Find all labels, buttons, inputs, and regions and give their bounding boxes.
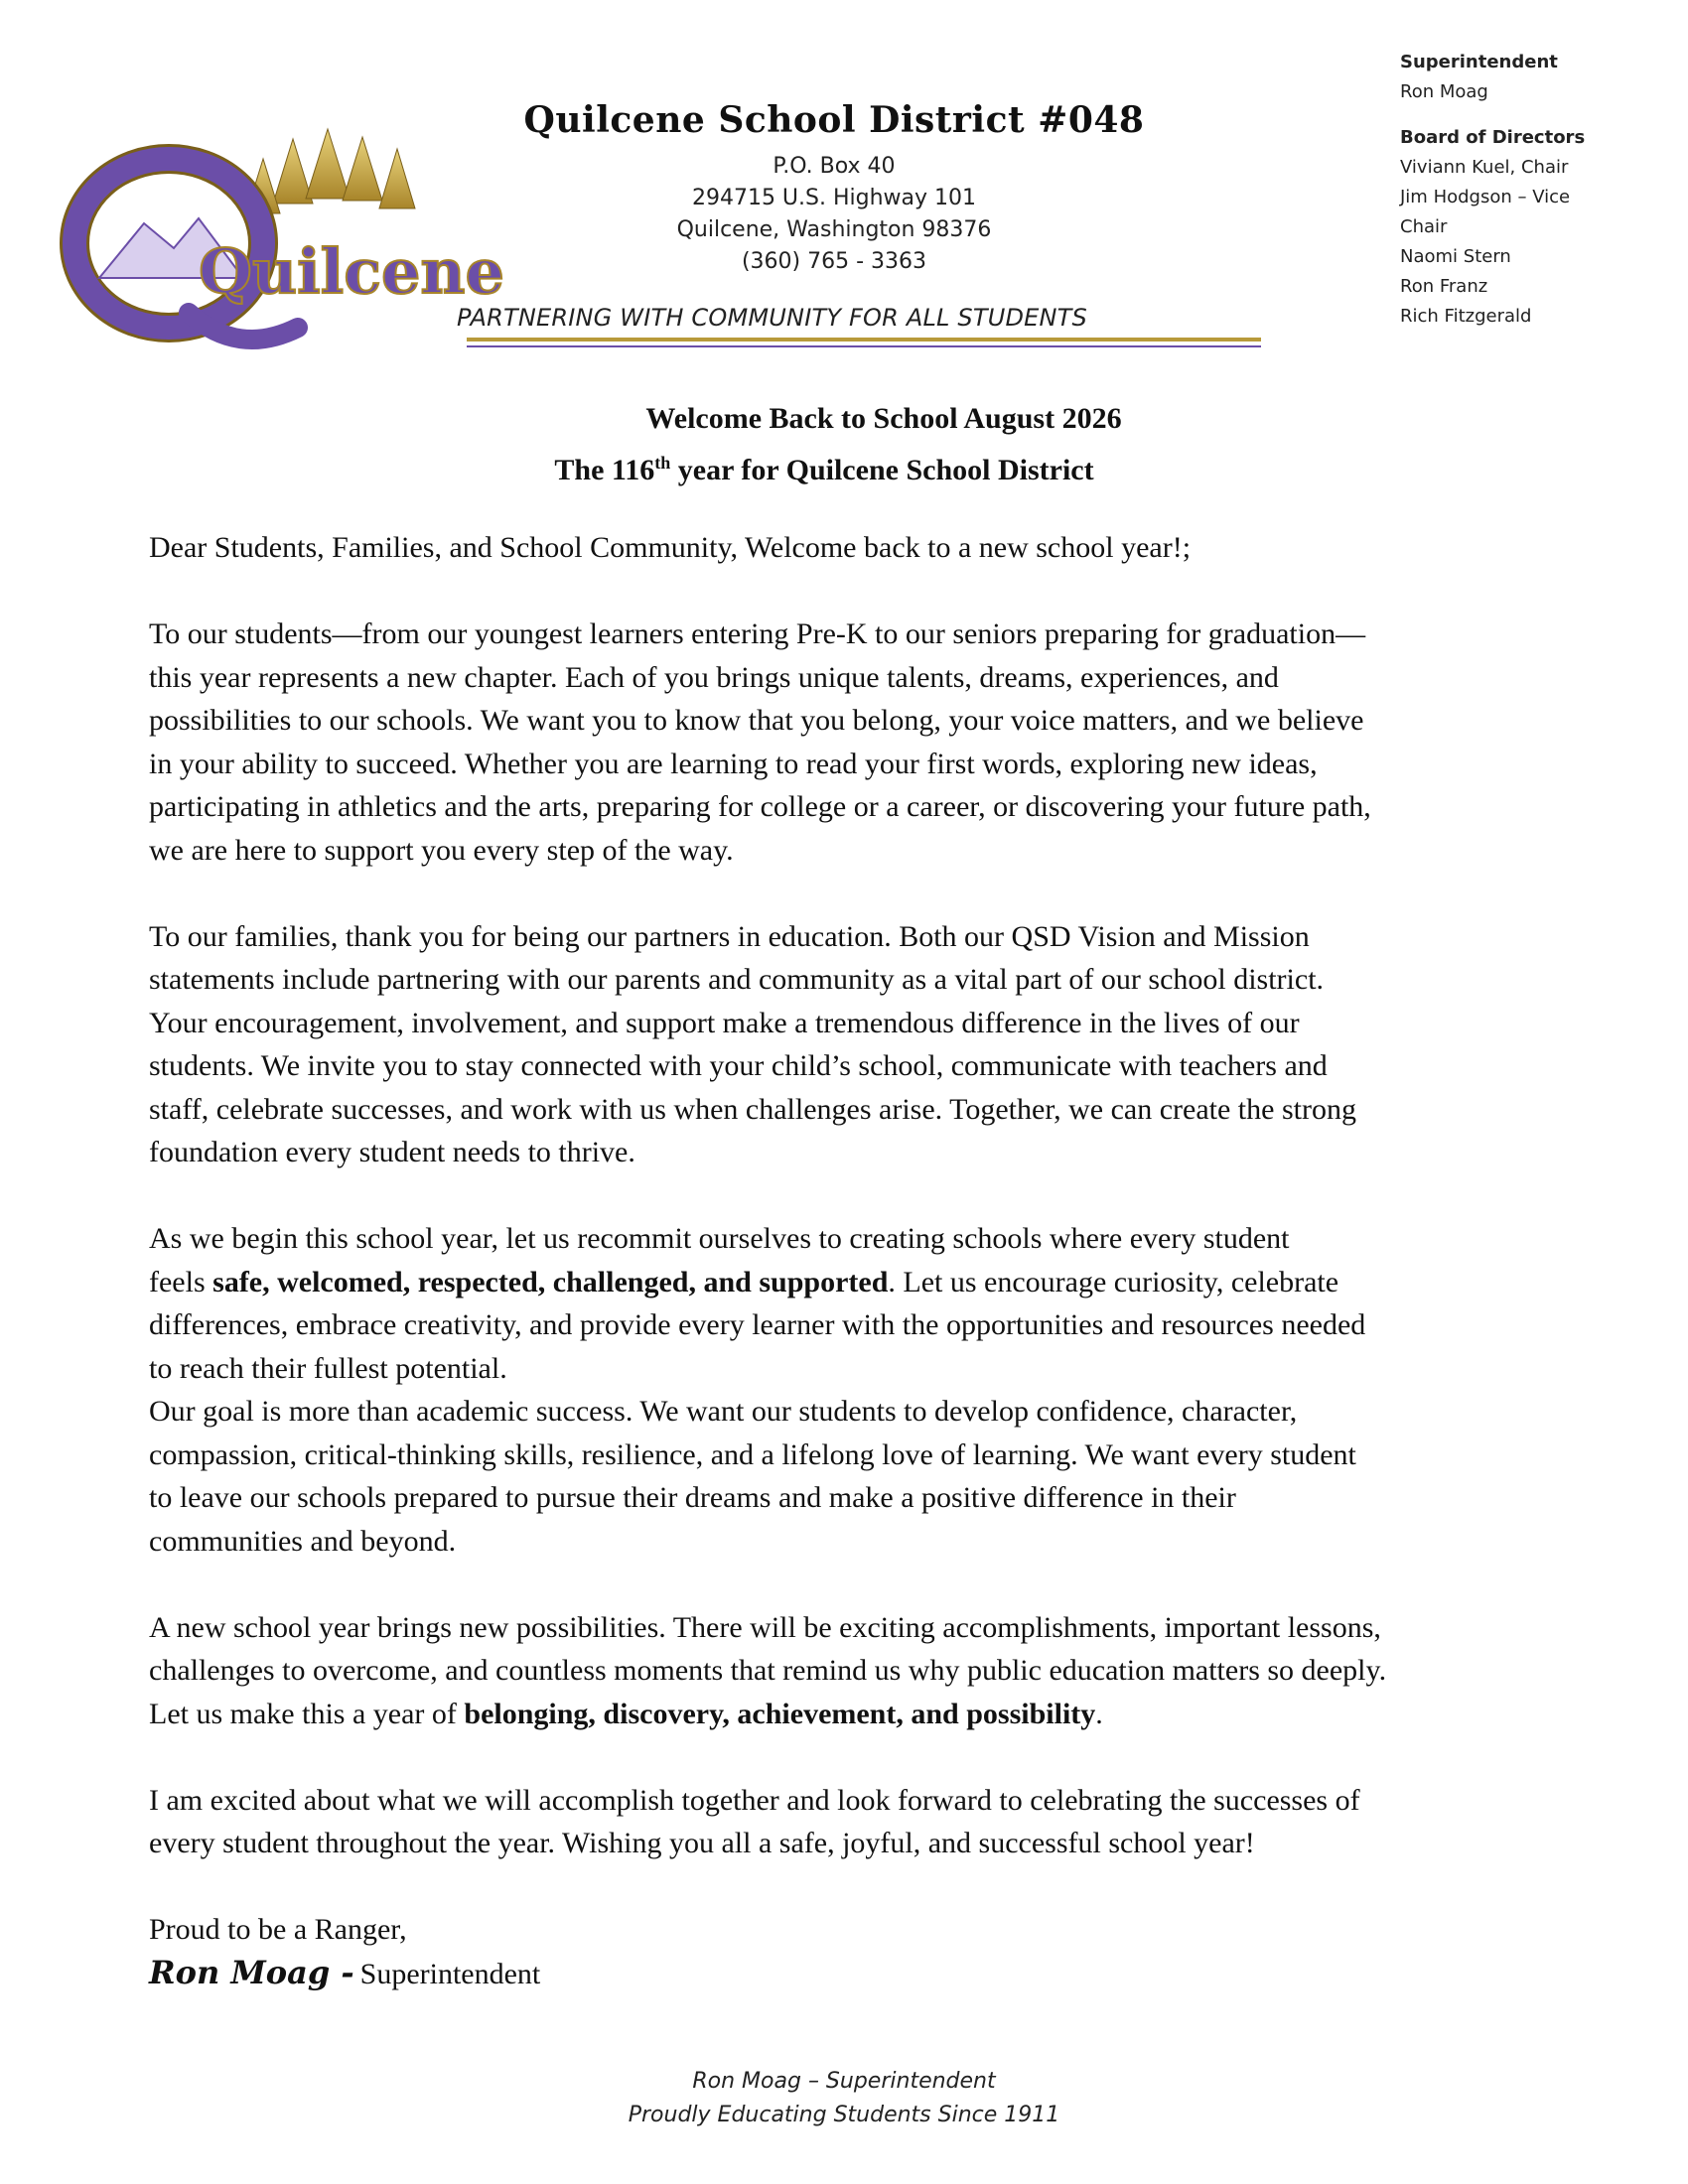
purple-divider [467, 345, 1261, 347]
letter-heading [298, 397, 1390, 492]
text-line: participating in athletics and the arts, preparing for college or a career, or discovering your future path, [149, 790, 1371, 823]
text-line: feels safe, welcomed, respected, challenged, and supported. Let us encourage curiosity, celebrate [149, 1265, 1339, 1298]
letter-body [149, 526, 1539, 1995]
gold-divider [467, 338, 1261, 341]
logo-text: Quilcene [199, 235, 504, 308]
text-line: every student throughout the year. Wishing you all a safe, joyful, and successful school year! [149, 1827, 1255, 1859]
text-line: in your ability to succeed. Whether you are learning to read your first words, exploring new ideas, [149, 747, 1318, 780]
paragraph-students [149, 613, 1539, 872]
text-line: to reach their fullest potential. [149, 1351, 507, 1385]
board-member: Ron Franz [1400, 276, 1488, 297]
text-line: Let us make this a year of belonging, discovery, achievement, and possibility. [149, 1697, 1103, 1730]
text-line: staff, celebrate successes, and work with us when challenges arise. Together, we can create the strong [149, 1092, 1356, 1126]
board-heading: Board of Directors [1400, 127, 1586, 148]
text-line: As we begin this school year, let us recommit ourselves to creating schools where every student [149, 1222, 1290, 1255]
bold-values: safe, welcomed, respected, challenged, and supported [212, 1265, 889, 1298]
board-member: Viviann Kuel, Chair [1400, 157, 1569, 178]
signature: Ron Moag - [149, 1953, 354, 1991]
board-member: Chair [1400, 216, 1448, 237]
text-line: to leave our schools prepared to pursue their dreams and make a positive difference in their [149, 1481, 1236, 1514]
text-line: foundation every student needs to thrive. [149, 1136, 635, 1168]
paragraph-excited [149, 1779, 1539, 1865]
text-line: possibilities to our schools. We want you to know that you belong, your voice matters, and we believe [149, 704, 1364, 737]
address-line: 294715 U.S. Highway 101 [691, 186, 977, 210]
district-logo [50, 129, 504, 347]
text-line: this year represents a new chapter. Each of you brings unique talents, dreams, experiences, and [149, 660, 1279, 694]
board-column [1400, 48, 1658, 332]
board-member: Naomi Stern [1400, 246, 1511, 267]
superintendent-name: Ron Moag [1400, 81, 1488, 102]
bold-themes: belonging, discovery, achievement, and possibility [464, 1697, 1096, 1730]
text-line: we are here to support you every step of the way. [149, 833, 734, 867]
paragraph-recommit [149, 1217, 1539, 1390]
board-member: Jim Hodgson – Vice [1400, 187, 1571, 207]
address-line: P.O. Box 40 [773, 154, 896, 179]
superintendent-heading: Superintendent [1400, 52, 1558, 72]
signature-title: Superintendent [359, 1957, 541, 1990]
signature-line [149, 1952, 1539, 1996]
paragraph-possibilities [149, 1606, 1539, 1736]
text-line: Our goal is more than academic success. We want our students to develop confidence, character, [149, 1395, 1298, 1428]
address-line: Quilcene, Washington 98376 [676, 217, 992, 242]
text-line: compassion, critical-thinking skills, resilience, and a lifelong love of learning. We want every student [149, 1437, 1356, 1471]
text-line: A new school year brings new possibilities. There will be exciting accomplishments, important lessons, [149, 1610, 1381, 1644]
text-line: statements include partnering with our parents and community as a vital part of our school district. [149, 963, 1325, 996]
phone-line: (360) 765 - 3363 [741, 249, 927, 274]
heading-line-1: Welcome Back to School August 2026 [645, 402, 1122, 435]
paragraph-goal [149, 1390, 1539, 1563]
paragraph-families [149, 915, 1539, 1174]
text-line: Your encouragement, involvement, and support make a tremendous difference in the lives of our [149, 1006, 1300, 1039]
footer [397, 2065, 1291, 2132]
district-name: Quilcene School District #048 [523, 99, 1145, 141]
text-line: differences, embrace creativity, and provide every learner with the opportunities and resources needed [149, 1308, 1366, 1341]
text-line: students. We invite you to stay connected with your child’s school, communicate with teachers and [149, 1049, 1328, 1082]
heading-line-2: The 116th year for Quilcene School District [554, 453, 1094, 486]
tagline: PARTNERING WITH COMMUNITY FOR ALL STUDENTS [457, 304, 1087, 332]
footer-line-1: Ron Moag – Superintendent [692, 2069, 996, 2094]
text-line: To our families, thank you for being our partners in education. Both our QSD Vision and Mission [149, 919, 1310, 953]
text-line: I am excited about what we will accomplish together and look forward to celebrating the successes of [149, 1783, 1360, 1817]
text-line: communities and beyond. [149, 1524, 457, 1558]
text-line: To our students—from our youngest learners entering Pre-K to our seniors preparing for graduation— [149, 617, 1366, 650]
footer-line-2: Proudly Educating Students Since 1911 [628, 2103, 1060, 2127]
salutation: Dear Students, Families, and School Community, Welcome back to a new school year!; [149, 531, 1192, 564]
board-member: Rich Fitzgerald [1400, 306, 1532, 327]
district-address [437, 151, 1231, 278]
closing: Proud to be a Ranger, [149, 1913, 407, 1946]
text-line: challenges to overcome, and countless moments that remind us why public education matters so deeply. [149, 1654, 1387, 1687]
